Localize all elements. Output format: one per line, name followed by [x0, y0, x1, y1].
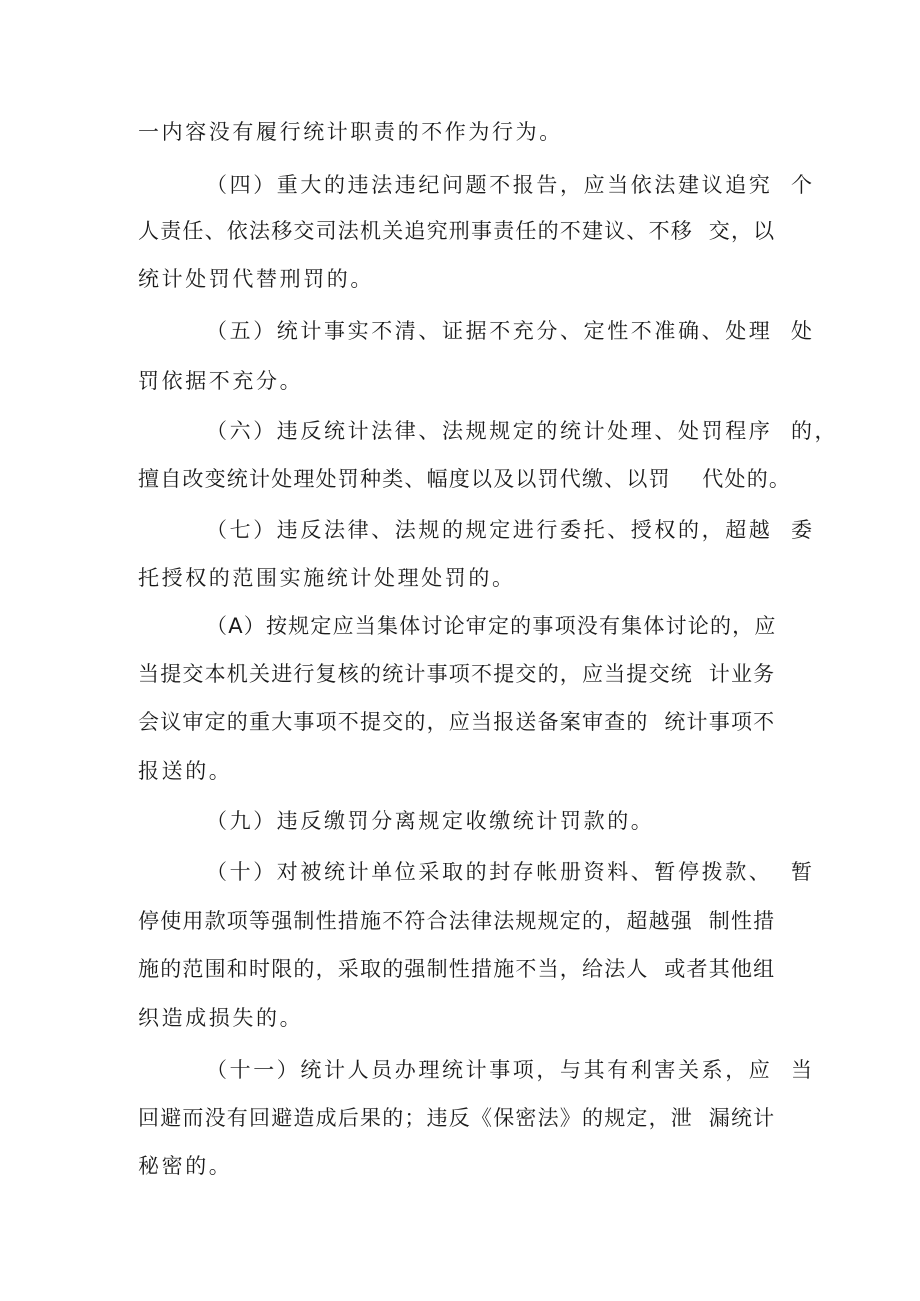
text-line: 会议审定的重大事项不提交的，应当报送备案审查的 统计事项不 [138, 710, 776, 734]
paragraph-item-9-line: （九）违反缴罚分离规定收缴统计罚款的。 [206, 809, 655, 833]
text-line: 当提交本机关进行复核的统计事项不提交的，应当提交统 计业务 [138, 662, 776, 686]
text-line: 报送的。 [138, 759, 233, 783]
text-line: 回避而没有回避造成后果的；违反《保密法》的规定，泄 漏统计 [138, 1106, 776, 1130]
text-line: 擅自改变统计处理处罚种类、幅度以及以罚代缴、以罚 代处的。 [138, 467, 792, 491]
text-line: 停使用款项等强制性措施不符合法律法规规定的，超越强 制性措 [138, 909, 776, 933]
paragraph-item-7-line: （七）违反法律、法规的规定进行委托、授权的，超越 委 [206, 518, 815, 542]
paragraph-item-10-line: （十）对被统计单位采取的封存帐册资料、暂停拨款、 暂 [206, 860, 815, 884]
text-line: 托授权的范围实施统计处理处罚的。 [138, 566, 516, 590]
text-line: 罚依据不充分。 [138, 369, 304, 393]
paragraph-item-5-line: （五）统计事实不清、证据不充分、定性不准确、处理 处 [206, 319, 815, 343]
paragraph-item-11-line: （十一）统计人员办理统计事项，与其有利害关系，应 当 [206, 1058, 815, 1082]
text-line: 秘密的。 [138, 1154, 233, 1178]
paragraph-item-6-line: （六）违反统计法律、法规规定的统计处理、处罚程序 的， [206, 419, 839, 443]
text-line: 织造成损失的。 [138, 1006, 304, 1030]
paragraph-item-4-line: （四）重大的违法违纪问题不报告，应当依法建议追究 个 [206, 173, 815, 197]
text-line: 统计处罚代替刑罚的。 [138, 267, 374, 291]
text-line: 一内容没有履行统计职责的不作为行为。 [138, 120, 563, 144]
text-line: 施的范围和时限的，采取的强制性措施不当，给法人 或者其他组 [138, 957, 776, 981]
paragraph-item-8-line: （A）按规定应当集体讨论审定的事项没有集体讨论的，应 [206, 614, 777, 638]
text-line: 人责任、依法移交司法机关追究刑事责任的不建议、不移 交，以 [138, 219, 776, 243]
